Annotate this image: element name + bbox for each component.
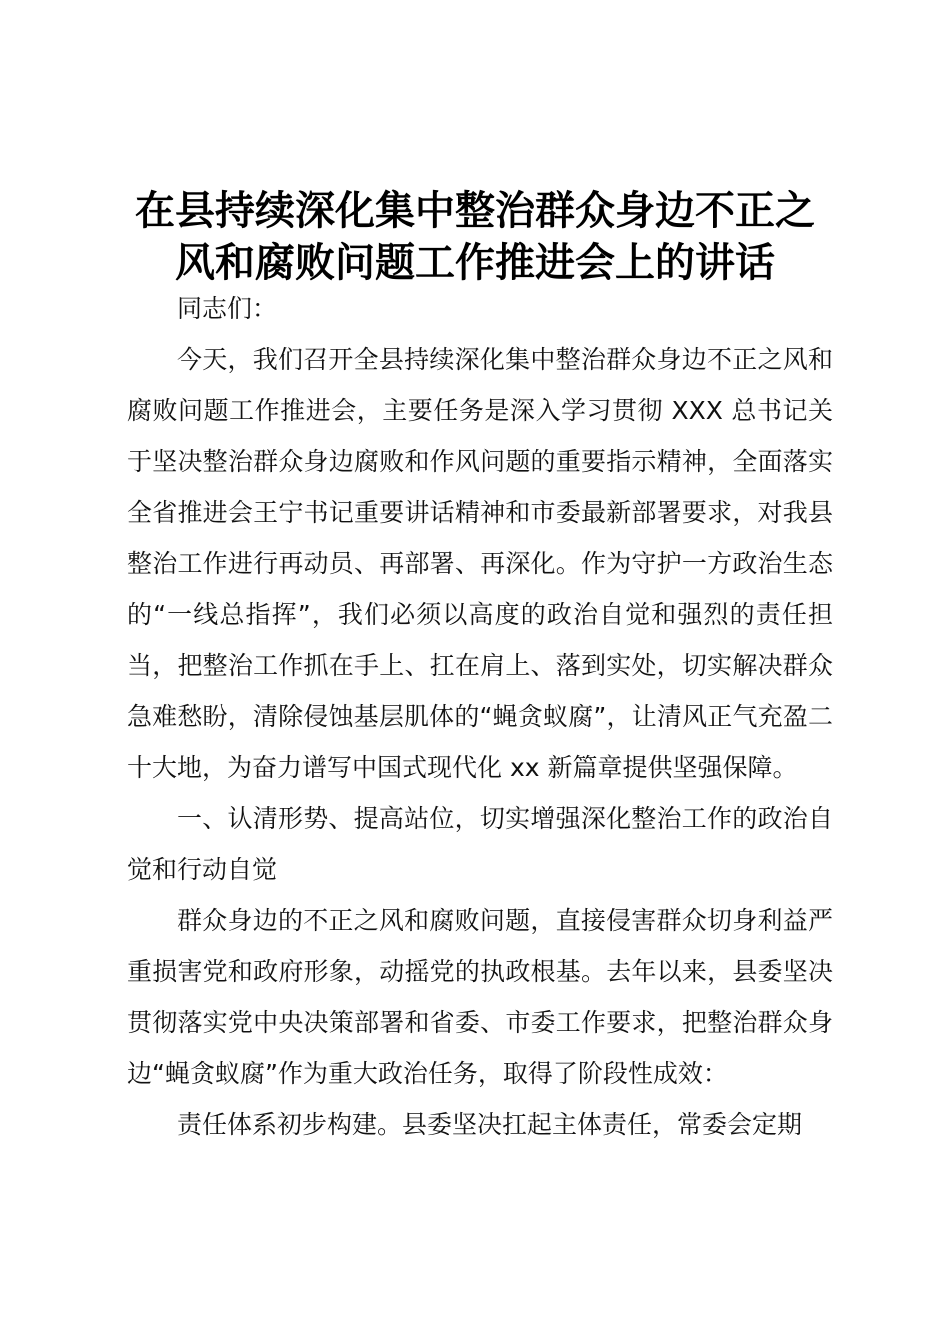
section-heading-1: 一、认清形势、提高站位，切实增强深化整治工作的政治自觉和行动自觉: [127, 804, 833, 884]
paragraph-responsibility: 责任体系初步构建。县委坚决扛起主体责任，常委会定期: [177, 1110, 803, 1139]
paragraph-situation: 群众身边的不正之风和腐败问题，直接侵害群众切身利益严重损害党和政府形象，动摇党的执政根基。去年以来，县委坚决贯彻落实党中央决策部署和省委、市委工作要求，把整治群众身边“蝇贪蚁腐”作为重大政治任务，取得了阶段性成效：: [127, 906, 833, 1088]
document-title: 在县持续深化集中整治群众身边不正之风和腐败问题工作推进会上的讲话: [135, 187, 815, 286]
salutation: 同志们：: [177, 294, 278, 323]
paragraph-intro: 今天，我们召开全县持续深化集中整治群众身边不正之风和腐败问题工作推进会，主要任务是深入学习贯彻 XXX 总书记关于坚决整治群众身边腐败和作风问题的重要指示精神，全面落实全省推进会王宁书记重要讲话精神和市委最新部署要求，对我县整治工作进行再动员、再部署、再深化。作为守护一方政治生态的“一线总指挥”，我们必须以高度的政治自觉和强烈的责任担当，把整治工作抓在手上、扛在肩上、落到实处，切实解决群众急难愁盼，清除侵蚀基层肌体的“蝇贪蚁腐”，让清风正气充盈二十大地，为奋力谱写中国式现代化 xx 新篇章提供坚强保障。: [127, 345, 833, 782]
document-body: [127, 283, 833, 1150]
